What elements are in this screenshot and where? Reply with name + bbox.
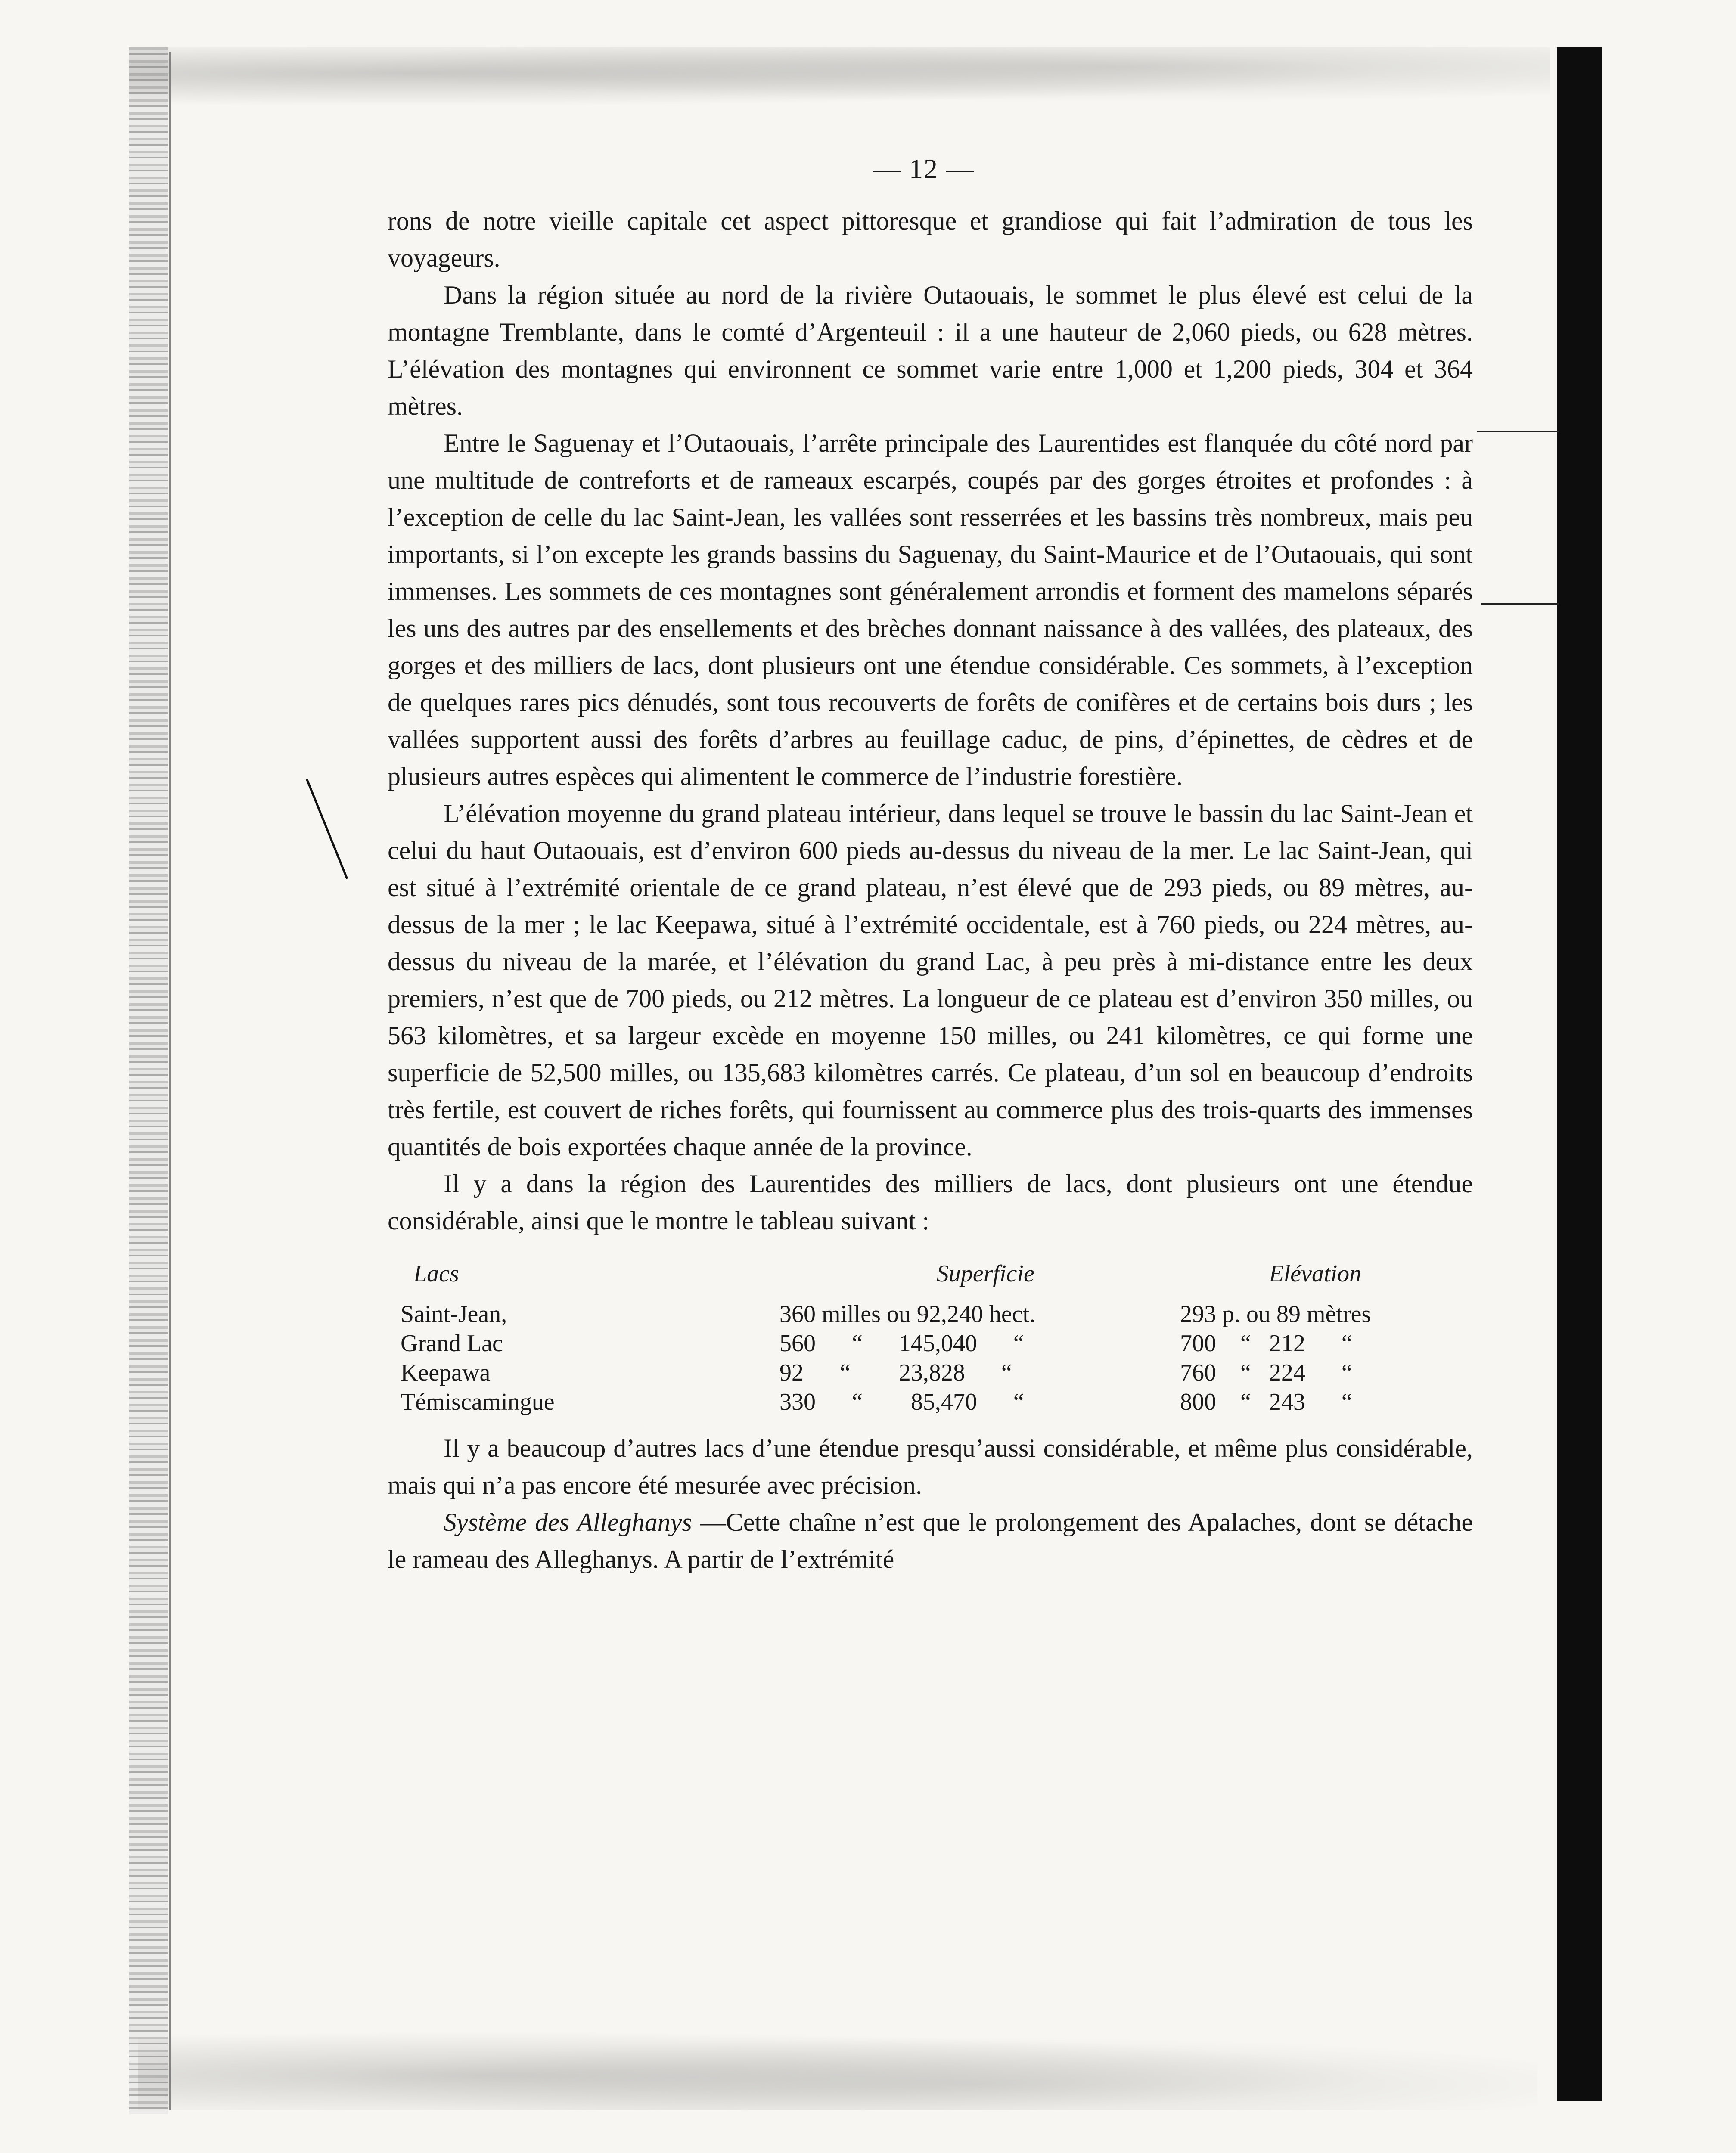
lake-superficie: 560 “ 145,040 “ <box>779 1330 1024 1357</box>
header-lacs: Lacs <box>413 1260 459 1287</box>
section-heading: Système des Alleghanys <box>444 1508 692 1536</box>
paragraph: Il y a beaucoup d’autres lacs d’une étendue presqu’aussi considérable, et même plus considérable, mais qui n’a pas encore été mesurée avec précision. <box>388 1434 1473 1499</box>
margin-mark <box>1481 603 1559 605</box>
lake-name: Grand Lac <box>401 1330 503 1357</box>
paragraph: rons de notre vieille capitale cet aspect pittoresque et grandiose qui fait l’admiration de tous les voyageurs. <box>388 207 1473 272</box>
scan-bottom-shadow <box>138 2024 1537 2110</box>
scan-left-rule <box>169 52 171 2110</box>
table-row <box>401 1329 1447 1358</box>
page-body <box>388 202 1473 1578</box>
page-number: — 12 — <box>873 153 975 184</box>
paragraph: Dans la région située au nord de la rivière Outaouais, le sommet le plus élevé est celui de la montagne Tremblante, dans le comté d’Argenteuil : il a une hauteur de 2,060 pieds, ou 628 mètres. L’élévation des montagnes qui environnent ce sommet varie entre 1,000 et 1,200 pieds, 304 et 364 mètres. <box>388 281 1473 420</box>
section-paragraph <box>388 1504 1473 1578</box>
scan-left-edge <box>129 47 168 2114</box>
lake-elevation: 760 “ 224 “ <box>1180 1359 1352 1386</box>
margin-pen-stroke <box>306 779 348 879</box>
header-elevation: Elévation <box>1269 1260 1362 1287</box>
header-superficie: Superficie <box>936 1260 1034 1287</box>
scan-top-shadow <box>129 47 1550 112</box>
table-row <box>401 1358 1447 1387</box>
lake-superficie: 330 “ 85,470 “ <box>779 1389 1024 1415</box>
lake-superficie: 360 milles ou 92,240 hect. <box>779 1301 1036 1328</box>
lake-name: Saint-Jean, <box>401 1301 507 1328</box>
table-row <box>401 1300 1447 1329</box>
lake-name: Keepawa <box>401 1359 491 1386</box>
section-text: —Cette chaîne n’est que le prolongement des Apalaches, dont se détache le rameau des Alleghanys. A partir de l’extrémité <box>388 1508 1473 1573</box>
margin-mark <box>1477 431 1559 432</box>
table-row <box>401 1387 1447 1417</box>
lake-elevation: 293 p. ou 89 mètres <box>1180 1301 1371 1328</box>
scan-right-border <box>1557 47 1602 2101</box>
paragraph: Entre le Saguenay et l’Outaouais, l’arrête principale des Laurentides est flanquée du côté nord par une multitude de contreforts et de rameaux escarpés, coupés par des gorges étroites et profondes : à l’exception de celle du lac Saint-Jean, les vallées sont resserrées et les bassins très nombreux, mais peu importants, si l’on excepte les grands bassins du Saguenay, du Saint-Maurice et de l’Outaouais, qui sont immenses. Les sommets de ces montagnes sont généralement arrondis et forment des mamelons séparés les uns des autres par des ensellements et des brèches donnant naissance à des vallées, des plateaux, des gorges et des milliers de lacs, dont plusieurs ont une étendue considérable. Ces sommets, à l’exception de quelques rares pics dénudés, sont tous recouverts de forêts de conifères et de certains bois durs ; les vallées supportent aussi des forêts d’arbres au feuillage caduc, de pins, d’épinettes, de cèdres et de plusieurs autres espèces qui alimentent le commerce de l’industrie forestière. <box>388 429 1473 791</box>
lake-superficie: 92 “ 23,828 “ <box>779 1359 1012 1386</box>
paragraph: L’élévation moyenne du grand plateau intérieur, dans lequel se trouve le bassin du lac Saint-Jean et celui du haut Outaouais, est d’environ 600 pieds au-dessus du niveau de la mer. Le lac Saint-Jean, qui est situé à l’extrémité orientale de ce grand plateau, n’est élevé que de 293 pieds, ou 89 mètres, au-dessus de la mer ; le lac Keepawa, situé à l’extrémité occidentale, est à 760 pieds, ou 224 mètres, au-dessus du niveau de la marée, et l’élévation du grand Lac, à peu près à mi-distance entre les deux premiers, n’est que de 700 pieds, ou 212 mètres. La longueur de ce plateau est d’environ 350 milles, ou 563 kilomètres, et sa largeur excède en moyenne 150 milles, ou 241 kilomètres, ce qui forme une superficie de 52,500 milles, ou 135,683 kilomètres carrés. Ce plateau, d’un sol en beaucoup d’endroits très fertile, est couvert de riches forêts, qui fournissent au commerce plus des trois-quarts des immenses quantités de bois exportées chaque année de la province. <box>388 799 1473 1161</box>
lake-name: Témiscamingue <box>401 1389 555 1415</box>
lakes-table <box>401 1256 1447 1417</box>
lake-elevation: 700 “ 212 “ <box>1180 1330 1352 1357</box>
paragraph: Il y a dans la région des Laurentides des milliers de lacs, dont plusieurs ont une étendue considérable, ainsi que le montre le tableau suivant : <box>388 1170 1473 1235</box>
lake-elevation: 800 “ 243 “ <box>1180 1389 1352 1415</box>
table-header <box>401 1256 1447 1291</box>
